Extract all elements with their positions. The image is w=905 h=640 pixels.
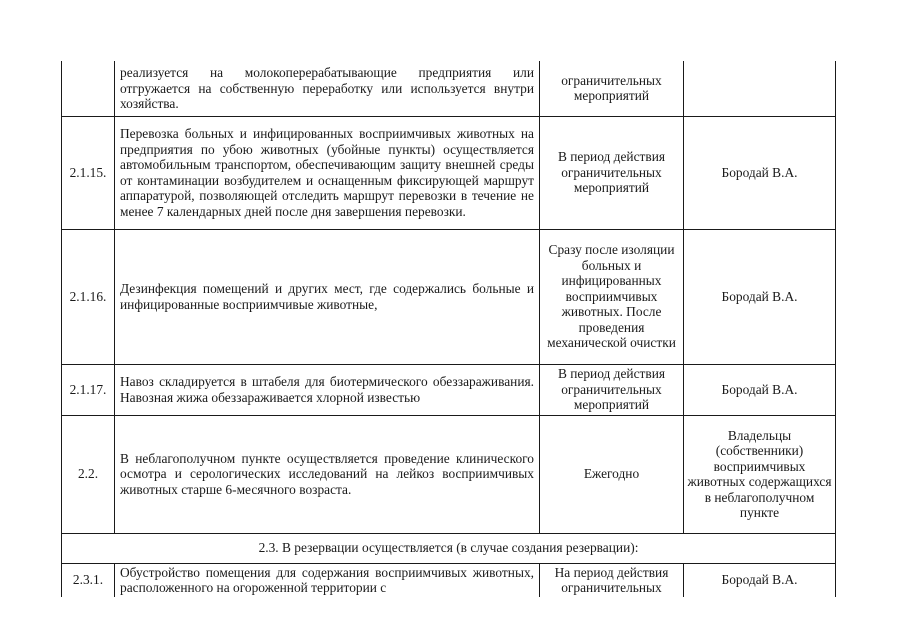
description-text: реализуется на молокоперерабатывающие предприятия или отгружается на собственную переработку или используется внутри хозяйства. (120, 65, 534, 111)
term-text: ограничительных мероприятий (561, 72, 662, 104)
term-cell (540, 229, 684, 364)
description-text: Обустройство помещения для содержания восприимчивых животных, расположенного на огороженной территории с (120, 564, 534, 595)
term-cell (540, 61, 684, 116)
row-number-cell (62, 229, 115, 364)
row-number: 2.2. (77, 466, 99, 482)
table-row (62, 229, 836, 364)
term-text: Сразу после изоляции больных и инфицированных восприимчивых животных. После проведения механической очистки (547, 242, 676, 351)
table-row (62, 364, 836, 415)
term-cell (540, 563, 684, 597)
row-number-cell (62, 364, 115, 415)
description-text: Навоз складируется в штабеля для биотермического обеззараживания. Навозная жижа обеззараживается хлорной известью (120, 374, 534, 405)
term-text: В период действия ограничительных мероприятий (557, 366, 666, 413)
responsible-text: Бородай В.А. (721, 288, 798, 304)
row-number: 2.1.16. (69, 288, 107, 304)
responsible-text: Бородай В.А. (721, 164, 798, 180)
table-row (62, 563, 836, 597)
measures-table (61, 61, 836, 597)
responsible-text: Бородай В.А. (721, 381, 798, 397)
row-number-cell (62, 415, 115, 533)
responsible-text: Бородай В.А. (721, 572, 798, 588)
row-number: 2.1.17. (69, 381, 107, 397)
responsible-cell (684, 116, 836, 229)
term-cell (540, 364, 684, 415)
description-cell (115, 61, 540, 116)
responsible-cell (684, 415, 836, 533)
responsible-cell (684, 61, 836, 116)
responsible-cell (684, 563, 836, 597)
responsible-cell (684, 229, 836, 364)
description-cell (115, 229, 540, 364)
table-row (62, 415, 836, 533)
row-number-cell (62, 563, 115, 597)
row-number: 2.3.1. (72, 572, 104, 588)
table-row (62, 116, 836, 229)
term-text: На период действия ограничительных (554, 564, 669, 595)
row-number-cell (62, 61, 115, 116)
description-cell (115, 364, 540, 415)
description-text: Дезинфекция помещений и других мест, где содержались больные и инфицированные восприимчивые животные, (120, 281, 534, 312)
term-cell (540, 415, 684, 533)
row-number-cell (62, 116, 115, 229)
section-row (62, 533, 836, 563)
section-heading: 2.3. В резервации осуществляется (в случае создания резервации): (258, 540, 639, 556)
table-row (62, 61, 836, 116)
responsible-text: Владельцы (собственники) восприимчивых животных содержащихся в неблагополучном пункте (687, 427, 832, 520)
description-cell (115, 563, 540, 597)
section-heading-cell (62, 533, 836, 563)
description-text: Перевозка больных и инфицированных восприимчивых животных на предприятия по убою животных (убойные пункты) осуществляется автомобильным транспортом, обеспечивающим защиту внешней среды от контаминации возбудителем и оснащенным фиксирующей маршрут аппаратурой, позволяющей отследить маршрут перевозки в течение не менее 7 календарных дней после дня завершения перевозки. (120, 126, 534, 219)
term-cell (540, 116, 684, 229)
row-number: 2.1.15. (69, 164, 107, 180)
term-text: В период действия ограничительных мероприятий (557, 149, 666, 196)
description-cell (115, 415, 540, 533)
responsible-cell (684, 364, 836, 415)
term-text: Ежегодно (583, 466, 640, 482)
description-cell (115, 116, 540, 229)
description-text: В неблагополучном пункте осуществляется проведение клинического осмотра и серологических исследований на лейкоз восприимчивых животных старше 6-месячного возраста. (120, 450, 534, 497)
